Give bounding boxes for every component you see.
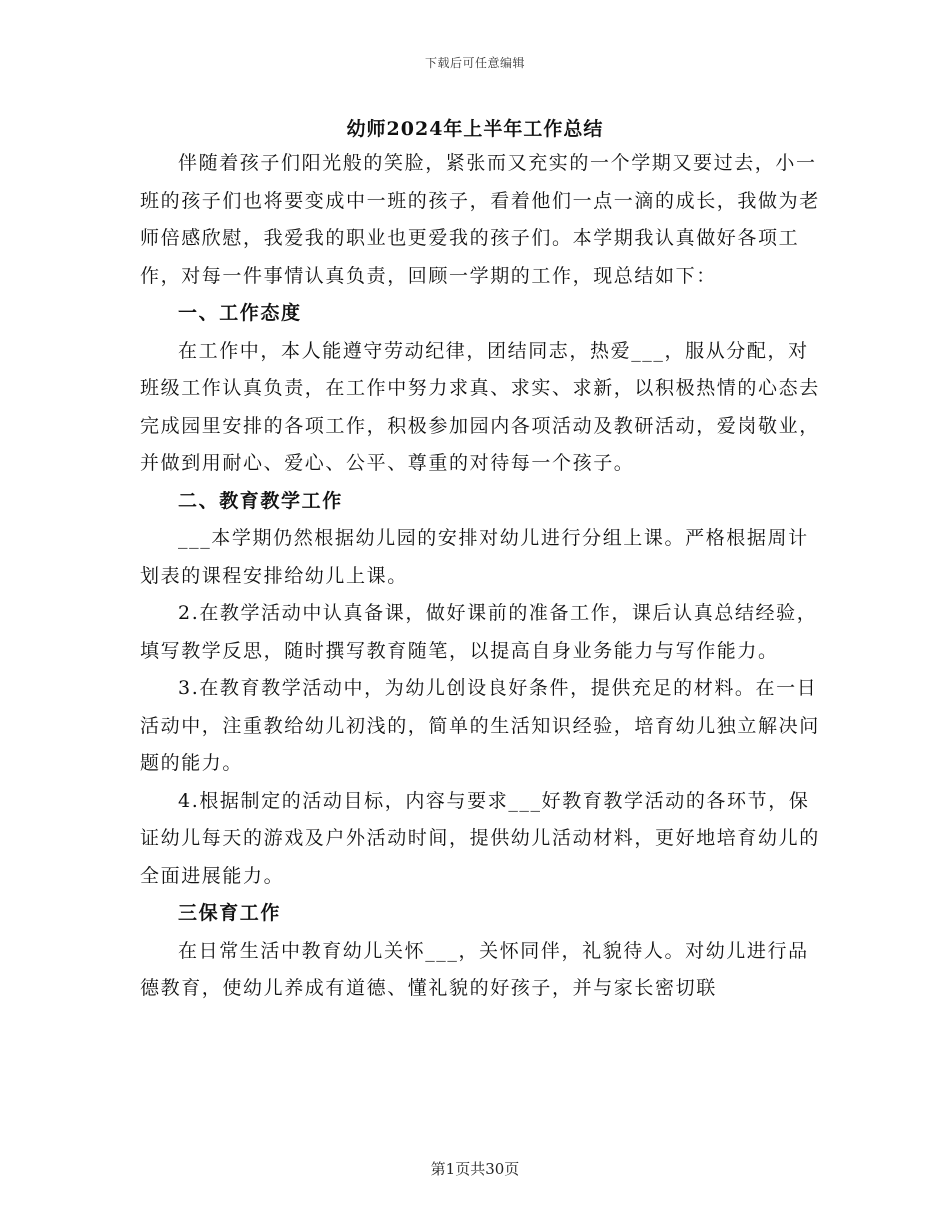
page-number: 第1页共30页 xyxy=(430,1160,520,1178)
section-heading-teaching: 二、教育教学工作 xyxy=(178,489,343,512)
section-heading-work-attitude: 一、工作态度 xyxy=(178,302,302,324)
header-note: 下载后可任意编辑 xyxy=(424,56,525,70)
work-attitude-paragraph: 在工作中，本人能遵守劳动纪律，团结同志，热爱___，服从分配，对班级工作认真负责，在工作中努力求真、求实、求新，以积极热情的心态去完成园里安排的各项工作，积极参加园内各项活动及教研活动，爱岗敬业，并做到用耐心、爱心、公平、尊重的对待每一个孩子。 xyxy=(140,339,820,474)
teaching-item-1: ___本学期仍然根据幼儿园的安排对幼儿进行分组上课。严格根据周计划表的课程安排给幼儿上课。 xyxy=(140,527,809,587)
intro-paragraph: 伴随着孩子们阳光般的笑脸，紧张而又充实的一个学期又要过去，小一班的孩子们也将要变成中一班的孩子，看着他们一点一滴的成长，我做为老师倍感欣慰，我爱我的职业也更爱我的孩子们。本学期我认真做好各项工作，对每一件事情认真负责，回顾一学期的工作，现总结如下： xyxy=(140,152,820,287)
teaching-item-3: 3.在教育教学活动中，为幼儿创设良好条件，提供充足的材料。在一日活动中，注重教给幼儿初浅的，简单的生活知识经验，培育幼儿独立解决问题的能力。 xyxy=(140,677,820,774)
section-heading-care-work: 三保育工作 xyxy=(178,902,282,924)
document-body xyxy=(140,145,820,1008)
teaching-item-2: 2.在教学活动中认真备课，做好课前的准备工作，课后认真总结经验，填写教学反思，随时撰写教育随笔，以提高自身业务能力与写作能力。 xyxy=(140,602,818,662)
care-work-paragraph: 在日常生活中教育幼儿关怀___，关怀同伴，礼貌待人。对幼儿进行品德教育，使幼儿养成有道德、懂礼貌的好孩子，并与家长密切联 xyxy=(140,939,809,999)
teaching-item-4: 4.根据制定的活动目标，内容与要求___好教育教学活动的各环节，保证幼儿每天的游戏及户外活动时间，提供幼儿活动材料，更好地培育幼儿的全面进展能力。 xyxy=(140,789,820,887)
page-title: 幼师2024年上半年工作总结 xyxy=(346,118,604,140)
